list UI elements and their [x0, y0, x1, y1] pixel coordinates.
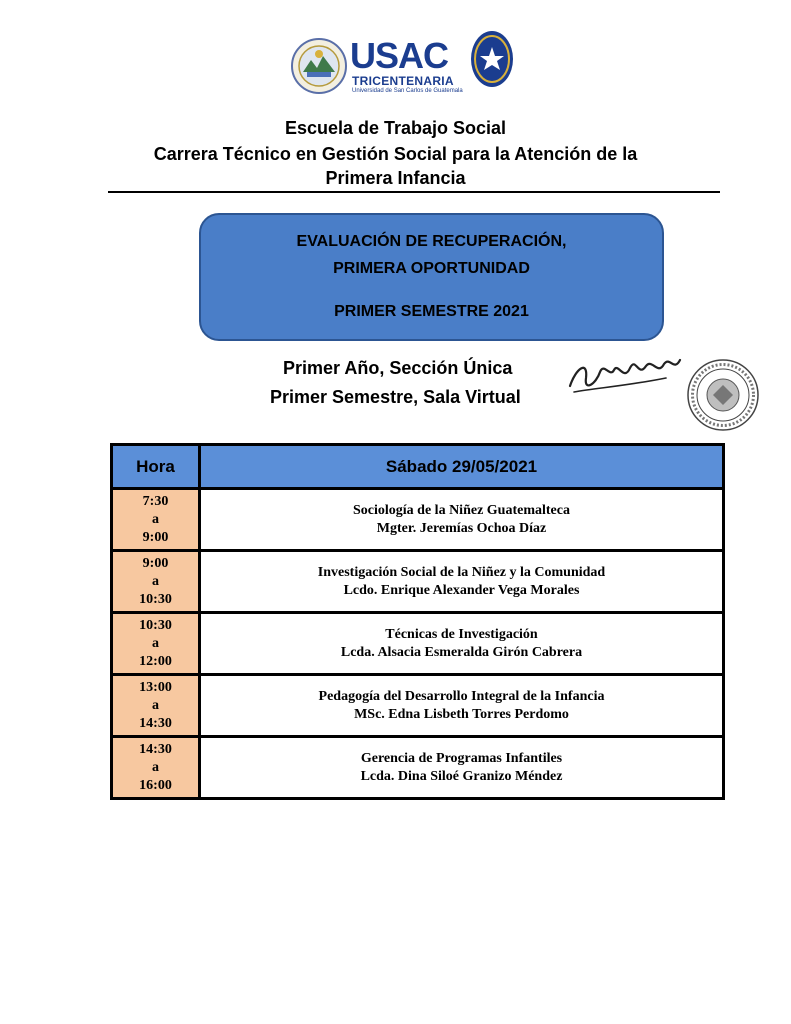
course-cell [200, 489, 724, 551]
teacher-name: Lcdo. Enrique Alexander Vega Morales [343, 582, 580, 598]
school-title: Escuela de Trabajo Social [284, 118, 507, 138]
table-row [112, 675, 724, 737]
time-start: 14:30 [139, 741, 172, 757]
course-name: Pedagogía del Desarrollo Integral de la Infancia [318, 688, 605, 704]
time-separator: a [152, 511, 159, 527]
column-header-date: Sábado 29/05/2021 [200, 445, 724, 489]
header-divider [108, 191, 720, 193]
time-start: 13:00 [139, 679, 172, 695]
schedule-table [110, 443, 725, 800]
time-cell [112, 737, 200, 799]
time-separator: a [152, 759, 159, 775]
table-row [112, 489, 724, 551]
table-header-row [112, 445, 724, 489]
banner-title-line-1: EVALUACIÓN DE RECUPERACIÓN, [296, 233, 567, 250]
official-stamp-icon [686, 358, 760, 432]
usac-tagline: TRICENTENARIA [352, 74, 454, 88]
time-end: 10:30 [139, 591, 172, 607]
table-row [112, 551, 724, 613]
usac-subline: Universidad de San Carlos de Guatemala [352, 88, 463, 94]
usac-emblem-icon [470, 30, 514, 88]
time-end: 12:00 [139, 653, 172, 669]
course-name: Técnicas de Investigación [385, 626, 538, 642]
year-section: Primer Año, Sección Única [283, 358, 513, 378]
course-name: Sociología de la Niñez Guatemalteca [353, 502, 570, 518]
time-separator: a [152, 573, 159, 589]
usac-logo [350, 36, 468, 96]
time-cell [112, 613, 200, 675]
time-start: 9:00 [142, 555, 169, 571]
time-end: 16:00 [139, 777, 172, 793]
course-cell [200, 675, 724, 737]
course-name: Gerencia de Programas Infantiles [360, 750, 563, 766]
time-end: 14:30 [139, 715, 172, 731]
career-title-line-1: Carrera Técnico en Gestión Social para la Atención de la [153, 144, 638, 164]
table-row [112, 613, 724, 675]
teacher-name: MSc. Edna Lisbeth Torres Perdomo [354, 706, 569, 722]
time-cell [112, 675, 200, 737]
time-end: 9:00 [142, 529, 169, 545]
time-separator: a [152, 635, 159, 651]
column-header-hora: Hora [112, 445, 200, 489]
time-separator: a [152, 697, 159, 713]
semester-room: Primer Semestre, Sala Virtual [270, 387, 521, 407]
signature-icon [566, 348, 684, 400]
time-cell [112, 551, 200, 613]
course-cell [200, 551, 724, 613]
evaluation-banner [199, 213, 664, 341]
course-cell [200, 613, 724, 675]
time-start: 7:30 [142, 493, 169, 509]
banner-title-line-2: PRIMERA OPORTUNIDAD [333, 260, 530, 277]
teacher-name: Mgter. Jeremías Ochoa Díaz [376, 520, 547, 536]
time-cell [112, 489, 200, 551]
university-seal-icon [291, 38, 347, 94]
course-cell [200, 737, 724, 799]
teacher-name: Lcda. Alsacia Esmeralda Girón Cabrera [340, 644, 583, 660]
career-title-line-2: Primera Infancia [325, 168, 466, 188]
banner-semester: PRIMER SEMESTRE 2021 [334, 303, 529, 320]
table-row [112, 737, 724, 799]
course-name: Investigación Social de la Niñez y la Comunidad [317, 564, 606, 580]
usac-wordmark: USAC [350, 35, 449, 76]
time-start: 10:30 [139, 617, 172, 633]
teacher-name: Lcda. Dina Siloé Granizo Méndez [360, 768, 563, 784]
